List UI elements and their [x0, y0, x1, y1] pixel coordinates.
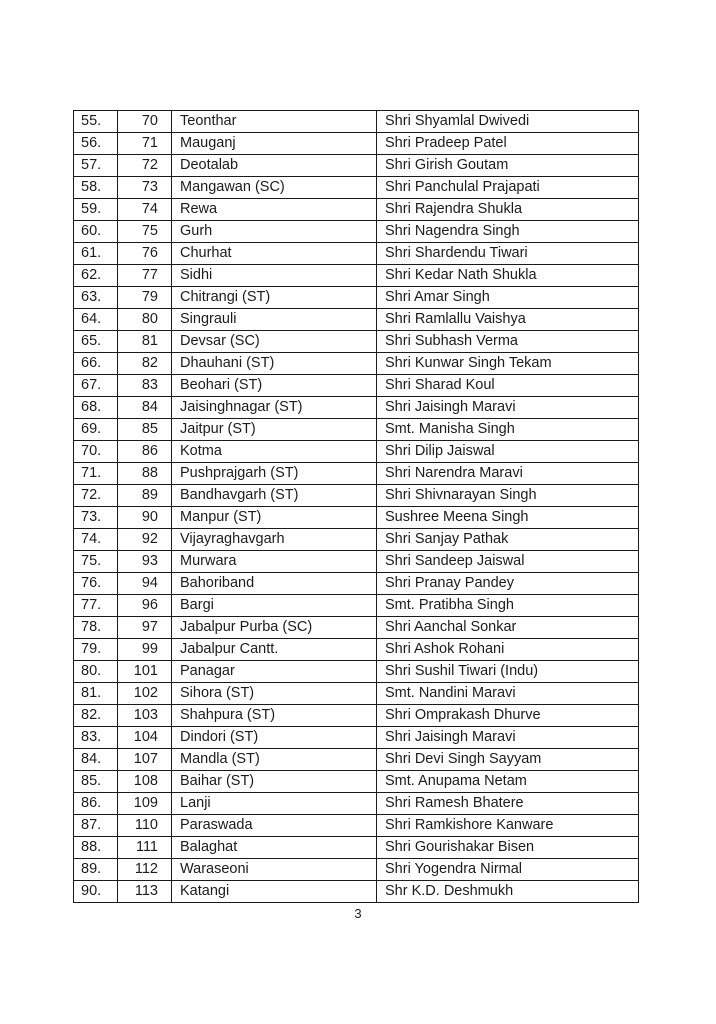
- constituency-name-cell: Balaghat: [172, 837, 377, 859]
- constituency-number-cell: 70: [118, 111, 172, 133]
- table-row: [74, 331, 639, 353]
- constituency-name-cell: Gurh: [172, 221, 377, 243]
- constituency-name-cell: Dhauhani (ST): [172, 353, 377, 375]
- constituency-number-cell: 97: [118, 617, 172, 639]
- member-name-cell: Shri Panchulal Prajapati: [377, 177, 639, 199]
- constituency-number-cell: 77: [118, 265, 172, 287]
- member-name-cell: Shri Ramlallu Vaishya: [377, 309, 639, 331]
- table-row: [74, 815, 639, 837]
- serial-cell: 63.: [74, 287, 118, 309]
- constituency-name-cell: Devsar (SC): [172, 331, 377, 353]
- table-row: [74, 595, 639, 617]
- serial-cell: 55.: [74, 111, 118, 133]
- serial-cell: 83.: [74, 727, 118, 749]
- serial-cell: 79.: [74, 639, 118, 661]
- serial-cell: 74.: [74, 529, 118, 551]
- constituency-name-cell: Shahpura (ST): [172, 705, 377, 727]
- page-number: 3: [354, 906, 362, 921]
- member-name-cell: Shri Shardendu Tiwari: [377, 243, 639, 265]
- table-row: [74, 199, 639, 221]
- member-name-cell: Shri Dilip Jaiswal: [377, 441, 639, 463]
- member-name-cell: Shri Aanchal Sonkar: [377, 617, 639, 639]
- constituency-number-cell: 113: [118, 881, 172, 903]
- member-name-cell: Shri Ramkishore Kanware: [377, 815, 639, 837]
- serial-cell: 72.: [74, 485, 118, 507]
- table-row: [74, 881, 639, 903]
- constituency-name-cell: Waraseoni: [172, 859, 377, 881]
- member-name-cell: Smt. Nandini Maravi: [377, 683, 639, 705]
- constituency-name-cell: Lanji: [172, 793, 377, 815]
- serial-cell: 69.: [74, 419, 118, 441]
- table-row: [74, 397, 639, 419]
- constituency-name-cell: Sihora (ST): [172, 683, 377, 705]
- constituency-name-cell: Singrauli: [172, 309, 377, 331]
- constituency-number-cell: 110: [118, 815, 172, 837]
- constituency-number-cell: 74: [118, 199, 172, 221]
- constituency-number-cell: 72: [118, 155, 172, 177]
- table-row: [74, 705, 639, 727]
- member-name-cell: Shri Sharad Koul: [377, 375, 639, 397]
- table-row: [74, 419, 639, 441]
- constituency-name-cell: Teonthar: [172, 111, 377, 133]
- member-name-cell: Shri Shyamlal Dwivedi: [377, 111, 639, 133]
- table-row: [74, 177, 639, 199]
- serial-cell: 84.: [74, 749, 118, 771]
- members-table: [73, 110, 639, 903]
- constituency-number-cell: 83: [118, 375, 172, 397]
- table-row: [74, 837, 639, 859]
- member-name-cell: Shri Amar Singh: [377, 287, 639, 309]
- member-name-cell: Shri Shivnarayan Singh: [377, 485, 639, 507]
- member-name-cell: Shri Jaisingh Maravi: [377, 727, 639, 749]
- member-name-cell: Shri Kunwar Singh Tekam: [377, 353, 639, 375]
- constituency-number-cell: 81: [118, 331, 172, 353]
- serial-cell: 77.: [74, 595, 118, 617]
- constituency-number-cell: 82: [118, 353, 172, 375]
- constituency-name-cell: Bargi: [172, 595, 377, 617]
- serial-cell: 57.: [74, 155, 118, 177]
- member-name-cell: Shri Kedar Nath Shukla: [377, 265, 639, 287]
- constituency-number-cell: 86: [118, 441, 172, 463]
- member-name-cell: Shri Ashok Rohani: [377, 639, 639, 661]
- serial-cell: 60.: [74, 221, 118, 243]
- constituency-name-cell: Manpur (ST): [172, 507, 377, 529]
- member-name-cell: Shr K.D. Deshmukh: [377, 881, 639, 903]
- constituency-name-cell: Churhat: [172, 243, 377, 265]
- table-row: [74, 529, 639, 551]
- member-name-cell: Smt. Anupama Netam: [377, 771, 639, 793]
- constituency-number-cell: 102: [118, 683, 172, 705]
- table-row: [74, 639, 639, 661]
- constituency-number-cell: 75: [118, 221, 172, 243]
- constituency-number-cell: 94: [118, 573, 172, 595]
- constituency-name-cell: Paraswada: [172, 815, 377, 837]
- serial-cell: 90.: [74, 881, 118, 903]
- serial-cell: 71.: [74, 463, 118, 485]
- serial-cell: 70.: [74, 441, 118, 463]
- table-row: [74, 221, 639, 243]
- serial-cell: 78.: [74, 617, 118, 639]
- constituency-number-cell: 112: [118, 859, 172, 881]
- member-name-cell: Shri Sandeep Jaiswal: [377, 551, 639, 573]
- constituency-name-cell: Panagar: [172, 661, 377, 683]
- serial-cell: 87.: [74, 815, 118, 837]
- member-name-cell: Shri Sanjay Pathak: [377, 529, 639, 551]
- constituency-number-cell: 103: [118, 705, 172, 727]
- constituency-name-cell: Beohari (ST): [172, 375, 377, 397]
- member-name-cell: Smt. Pratibha Singh: [377, 595, 639, 617]
- serial-cell: 86.: [74, 793, 118, 815]
- member-name-cell: Shri Sushil Tiwari (Indu): [377, 661, 639, 683]
- constituency-name-cell: Chitrangi (ST): [172, 287, 377, 309]
- table-row: [74, 661, 639, 683]
- constituency-name-cell: Mangawan (SC): [172, 177, 377, 199]
- constituency-name-cell: Jabalpur Purba (SC): [172, 617, 377, 639]
- member-name-cell: Smt. Manisha Singh: [377, 419, 639, 441]
- constituency-number-cell: 99: [118, 639, 172, 661]
- member-name-cell: Shri Yogendra Nirmal: [377, 859, 639, 881]
- serial-cell: 59.: [74, 199, 118, 221]
- table-row: [74, 683, 639, 705]
- member-name-cell: Shri Omprakash Dhurve: [377, 705, 639, 727]
- member-name-cell: Shri Rajendra Shukla: [377, 199, 639, 221]
- serial-cell: 56.: [74, 133, 118, 155]
- serial-cell: 62.: [74, 265, 118, 287]
- constituency-number-cell: 90: [118, 507, 172, 529]
- table-row: [74, 353, 639, 375]
- table-row: [74, 375, 639, 397]
- constituency-number-cell: 71: [118, 133, 172, 155]
- constituency-name-cell: Vijayraghavgarh: [172, 529, 377, 551]
- constituency-number-cell: 84: [118, 397, 172, 419]
- serial-cell: 76.: [74, 573, 118, 595]
- table-row: [74, 551, 639, 573]
- serial-cell: 64.: [74, 309, 118, 331]
- constituency-number-cell: 107: [118, 749, 172, 771]
- table-row: [74, 573, 639, 595]
- member-name-cell: Shri Pradeep Patel: [377, 133, 639, 155]
- constituency-name-cell: Bandhavgarh (ST): [172, 485, 377, 507]
- serial-cell: 58.: [74, 177, 118, 199]
- table-body: [74, 111, 639, 903]
- table-row: [74, 859, 639, 881]
- table-row: [74, 793, 639, 815]
- constituency-number-cell: 76: [118, 243, 172, 265]
- constituency-number-cell: 80: [118, 309, 172, 331]
- serial-cell: 80.: [74, 661, 118, 683]
- constituency-name-cell: Murwara: [172, 551, 377, 573]
- table-row: [74, 727, 639, 749]
- member-name-cell: Shri Narendra Maravi: [377, 463, 639, 485]
- table-row: [74, 507, 639, 529]
- constituency-number-cell: 79: [118, 287, 172, 309]
- constituency-number-cell: 108: [118, 771, 172, 793]
- serial-cell: 88.: [74, 837, 118, 859]
- member-name-cell: Shri Jaisingh Maravi: [377, 397, 639, 419]
- member-name-cell: Shri Ramesh Bhatere: [377, 793, 639, 815]
- member-name-cell: Shri Gourishakar Bisen: [377, 837, 639, 859]
- table-row: [74, 485, 639, 507]
- constituency-number-cell: 104: [118, 727, 172, 749]
- member-name-cell: Shri Devi Singh Sayyam: [377, 749, 639, 771]
- serial-cell: 67.: [74, 375, 118, 397]
- constituency-name-cell: Baihar (ST): [172, 771, 377, 793]
- constituency-name-cell: Deotalab: [172, 155, 377, 177]
- serial-cell: 89.: [74, 859, 118, 881]
- serial-cell: 81.: [74, 683, 118, 705]
- serial-cell: 82.: [74, 705, 118, 727]
- table-row: [74, 133, 639, 155]
- member-name-cell: Shri Girish Goutam: [377, 155, 639, 177]
- constituency-number-cell: 92: [118, 529, 172, 551]
- constituency-name-cell: Kotma: [172, 441, 377, 463]
- constituency-name-cell: Katangi: [172, 881, 377, 903]
- table-row: [74, 265, 639, 287]
- constituency-name-cell: Dindori (ST): [172, 727, 377, 749]
- constituency-number-cell: 109: [118, 793, 172, 815]
- table-row: [74, 463, 639, 485]
- constituency-name-cell: Jabalpur Cantt.: [172, 639, 377, 661]
- serial-cell: 73.: [74, 507, 118, 529]
- constituency-number-cell: 73: [118, 177, 172, 199]
- member-name-cell: Sushree Meena Singh: [377, 507, 639, 529]
- serial-cell: 66.: [74, 353, 118, 375]
- constituency-name-cell: Bahoriband: [172, 573, 377, 595]
- table-row: [74, 111, 639, 133]
- constituency-number-cell: 96: [118, 595, 172, 617]
- table-row: [74, 617, 639, 639]
- constituency-number-cell: 111: [118, 837, 172, 859]
- table-row: [74, 771, 639, 793]
- table-row: [74, 243, 639, 265]
- constituency-name-cell: Sidhi: [172, 265, 377, 287]
- table-row: [74, 287, 639, 309]
- constituency-number-cell: 101: [118, 661, 172, 683]
- table-row: [74, 155, 639, 177]
- constituency-number-cell: 88: [118, 463, 172, 485]
- constituency-number-cell: 85: [118, 419, 172, 441]
- constituency-name-cell: Jaitpur (ST): [172, 419, 377, 441]
- constituency-name-cell: Pushprajgarh (ST): [172, 463, 377, 485]
- table-row: [74, 309, 639, 331]
- constituency-name-cell: Mauganj: [172, 133, 377, 155]
- serial-cell: 85.: [74, 771, 118, 793]
- constituency-name-cell: Rewa: [172, 199, 377, 221]
- constituency-name-cell: Mandla (ST): [172, 749, 377, 771]
- serial-cell: 61.: [74, 243, 118, 265]
- constituency-number-cell: 93: [118, 551, 172, 573]
- constituency-number-cell: 89: [118, 485, 172, 507]
- table-row: [74, 749, 639, 771]
- member-name-cell: Shri Nagendra Singh: [377, 221, 639, 243]
- member-name-cell: Shri Pranay Pandey: [377, 573, 639, 595]
- serial-cell: 75.: [74, 551, 118, 573]
- serial-cell: 68.: [74, 397, 118, 419]
- member-name-cell: Shri Subhash Verma: [377, 331, 639, 353]
- table-row: [74, 441, 639, 463]
- constituency-name-cell: Jaisinghnagar (ST): [172, 397, 377, 419]
- serial-cell: 65.: [74, 331, 118, 353]
